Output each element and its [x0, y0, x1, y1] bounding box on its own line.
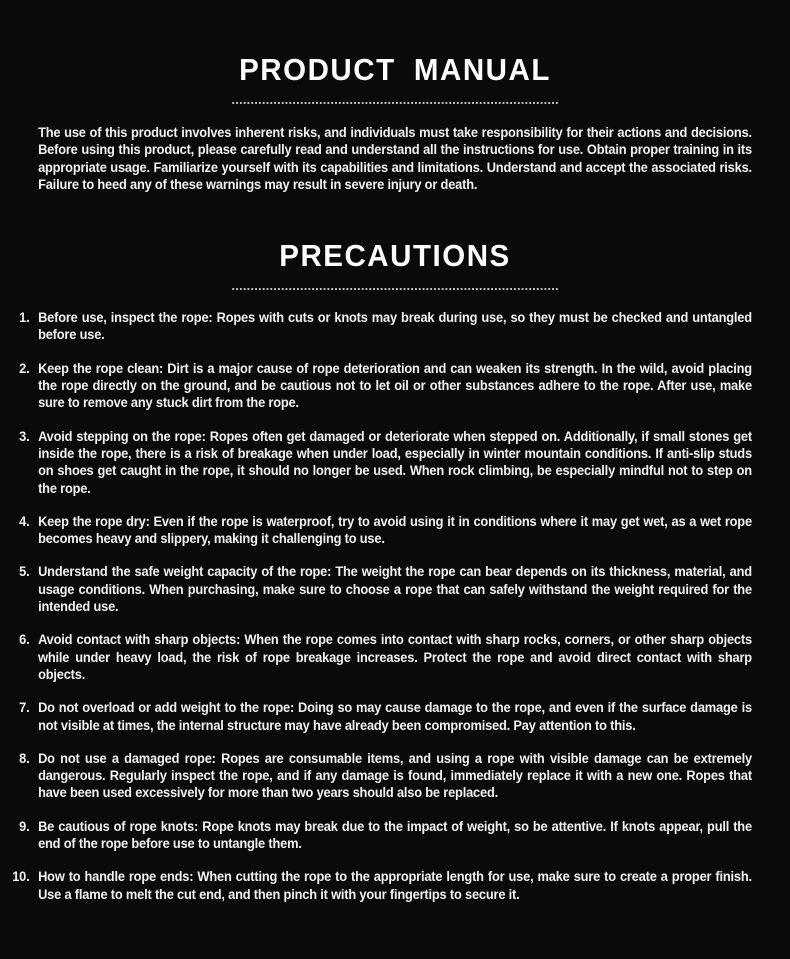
list-item-number: 10. — [12, 869, 30, 885]
list-item-text: Keep the rope clean: Dirt is a major cause of rope deterioration and can weaken its strength. In the wild, avoid placing the rope directly on the ground, and be cautious not to let oil or other substances adhere to the rope. After use, make sure to remove any stuck dirt from the rope. — [38, 360, 752, 411]
list-item — [0, 750, 752, 802]
list-item-number: 9. — [19, 818, 30, 834]
list-item — [0, 818, 752, 853]
list-item — [0, 631, 752, 683]
list-item-text: Avoid stepping on the rope: Ropes often get damaged or deteriorate when stepped on. Additionally, if small stones get inside the rope, there is a risk of breakage when under load, especially in winter mountain conditions. If anti-slip studs on shoes get caught in the rope, it should no longer be used. When rock climbing, be especially mindful not to step on the rope. — [38, 428, 752, 496]
list-item — [0, 428, 752, 497]
list-item-text: Do not use a damaged rope: Ropes are consumable items, and using a rope with visible damage can be extremely dangerous. Regularly inspect the rope, and if any damage is found, immediately replace it with a new one. Ropes that have been used excessively for more than two years should also be replaced. — [38, 750, 752, 801]
list-item — [0, 699, 752, 734]
list-item-text: Do not overload or add weight to the rope: Doing so may cause damage to the rope, and even if the surface damage is not visible at times, the internal structure may have already been compromised. Pay attention to this. — [38, 700, 752, 733]
list-item-number: 6. — [19, 632, 30, 648]
list-item-text: How to handle rope ends: When cutting the rope to the appropriate length for use, make sure to create a proper finish. Use a flame to melt the cut end, and then pinch it with your fingertips to secure it. — [38, 869, 752, 902]
list-item — [0, 563, 752, 615]
list-item-text: Be cautious of rope knots: Rope knots may break due to the impact of weight, so be attentive. If knots appear, pull the end of the rope before use to untangle them. — [38, 818, 752, 852]
precautions-list — [0, 309, 752, 903]
list-item — [0, 360, 752, 412]
list-item-number: 3. — [19, 428, 30, 444]
list-item-number: 2. — [19, 360, 30, 376]
list-item-text: Keep the rope dry: Even if the rope is waterproof, try to avoid using it in conditions where it may get wet, as a wet rope becomes heavy and slippery, making it challenging to use. — [38, 513, 752, 547]
page-title: PRODUCT MANUAL — [239, 52, 551, 87]
list-item-number: 1. — [19, 310, 30, 326]
list-item — [0, 868, 752, 903]
precautions-heading: PRECAUTIONS — [279, 238, 511, 274]
list-item-number: 4. — [19, 513, 30, 529]
list-item-text: Avoid contact with sharp objects: When the rope comes into contact with sharp rocks, corners, or other sharp objects while under heavy load, the risk of rope breakage increases. Protect the rope and avoid direct contact with sharp objects. — [38, 632, 752, 682]
intro-paragraph: The use of this product involves inherent risks, and individuals must take responsibility for their actions and decisions. Before using this product, please carefully read and understand all the instructions for use. Obtain proper training in its appropriate usage. Familiarize yourself with its capabilities and limitations. Understand and accept the associated risks. Failure to heed any of these warnings may result in severe injury or death. — [38, 125, 752, 192]
list-item-text: Before use, inspect the rope: Ropes with cuts or knots may break during use, so they must be checked and untangled before use. — [38, 310, 752, 343]
list-item — [0, 513, 752, 548]
precautions-divider — [232, 288, 558, 290]
list-item-number: 8. — [19, 750, 30, 766]
title-divider — [232, 102, 558, 104]
list-item-number: 5. — [19, 564, 30, 580]
list-item-number: 7. — [19, 700, 30, 716]
list-item-text: Understand the safe weight capacity of the rope: The weight the rope can bear depends on its thickness, material, and usage conditions. When purchasing, make sure to choose a rope that can safely withstand the weight required for the intended use. — [38, 564, 752, 615]
list-item — [0, 309, 752, 344]
